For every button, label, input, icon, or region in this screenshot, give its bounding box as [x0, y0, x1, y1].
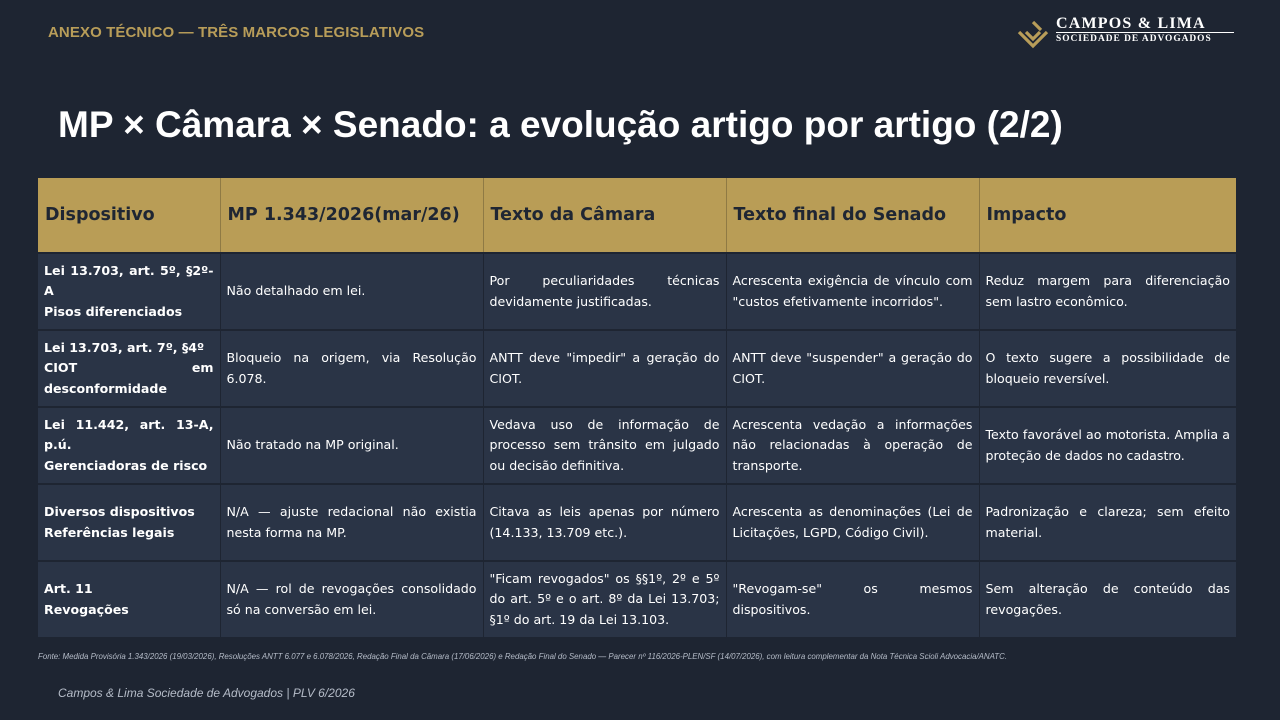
cell-camara: "Ficam revogados" os §§1º, 2º e 5º do art. 5º e o art. 8º da Lei 13.703; §1º do art. 19 da Lei 13.103.	[483, 561, 726, 637]
firm-logo	[1016, 16, 1236, 56]
dispositivo-reference: Lei 13.703, art. 5º, §2º-A	[44, 262, 214, 299]
cell-senado: Acrescenta as denominações (Lei de Licitações, LGPD, Código Civil).	[726, 484, 979, 561]
dispositivo-topic: Referências legais	[44, 524, 175, 540]
table-row	[38, 253, 1236, 330]
dispositivo-topic: CIOT em desconformidade	[44, 360, 214, 396]
table-row	[38, 484, 1236, 561]
cell-impacto: Padronização e clareza; sem efeito material.	[979, 484, 1236, 561]
column-header-senado: Texto final do Senado	[726, 178, 979, 253]
dispositivo-reference: Diversos dispositivos	[44, 504, 195, 519]
cell-dispositivo	[38, 484, 220, 561]
cell-mp: N/A — ajuste redacional não existia nesta forma na MP.	[220, 484, 483, 561]
table-row	[38, 561, 1236, 637]
logo-divider	[1056, 32, 1234, 33]
dispositivo-topic: Pisos diferenciados	[44, 303, 183, 319]
logo-firm-subtitle: SOCIEDADE DE ADVOGADOS	[1056, 34, 1212, 44]
dispositivo-topic: Gerenciadoras de risco	[44, 457, 208, 473]
cell-mp: Bloqueio na origem, via Resolução 6.078.	[220, 330, 483, 407]
cell-dispositivo	[38, 407, 220, 484]
cell-senado: Acrescenta exigência de vínculo com "custos efetivamente incorridos".	[726, 253, 979, 330]
section-kicker: ANEXO TÉCNICO — TRÊS MARCOS LEGISLATIVOS	[48, 24, 425, 41]
dispositivo-reference: Lei 13.703, art. 7º, §4º	[44, 339, 205, 355]
slide-footer: Campos & Lima Sociedade de Advogados | PLV 6/2026	[58, 686, 355, 700]
column-header-camara: Texto da Câmara	[483, 178, 726, 253]
column-header-impacto: Impacto	[979, 178, 1236, 253]
comparison-table	[38, 178, 1236, 637]
cell-camara: Citava as leis apenas por número (14.133, 13.709 etc.).	[483, 484, 726, 561]
cell-impacto: Sem alteração de conteúdo das revogações.	[979, 561, 1236, 637]
table-row	[38, 407, 1236, 484]
cell-dispositivo	[38, 330, 220, 407]
slide-title: MP × Câmara × Senado: a evolução artigo por artigo (2/2)	[58, 104, 1063, 145]
chevron-diamond-icon	[1016, 18, 1052, 54]
cell-impacto: Reduz margem para diferenciação sem lastro econômico.	[979, 253, 1236, 330]
dispositivo-topic: Revogações	[44, 601, 129, 617]
cell-impacto: Texto favorável ao motorista. Amplia a proteção de dados no cadastro.	[979, 407, 1236, 484]
cell-camara: Por peculiaridades técnicas devidamente justificadas.	[483, 253, 726, 330]
table-row	[38, 330, 1236, 407]
cell-dispositivo	[38, 253, 220, 330]
cell-dispositivo	[38, 561, 220, 637]
column-header-mp: MP 1.343/2026(mar/26)	[220, 178, 483, 253]
cell-senado: Acrescenta vedação a informações não relacionadas à operação de transporte.	[726, 407, 979, 484]
column-header-dispositivo: Dispositivo	[38, 178, 220, 253]
cell-senado: ANTT deve "suspender" a geração do CIOT.	[726, 330, 979, 407]
cell-senado: "Revogam-se" os mesmos dispositivos.	[726, 561, 979, 637]
logo-firm-name: CAMPOS & LIMA	[1056, 15, 1206, 32]
dispositivo-reference: Lei 11.442, art. 13-A, p.ú.	[44, 416, 214, 453]
cell-impacto: O texto sugere a possibilidade de bloqueio reversível.	[979, 330, 1236, 407]
table-header-row	[38, 178, 1236, 253]
cell-camara: ANTT deve "impedir" a geração do CIOT.	[483, 330, 726, 407]
source-note: Fonte: Medida Provisória 1.343/2026 (19/03/2026), Resoluções ANTT 6.077 e 6.078/2026, Redação Final da Câmara (17/06/2026) e Redação Final do Senado — Parecer nº 116/2026-PLEN/SF (14/07/2026), com leitura complementar da Nota Técnica Scioli Advocacia/ANATC.	[38, 652, 1008, 661]
cell-camara: Vedava uso de informação de processo sem trânsito em julgado ou decisão definitiva.	[483, 407, 726, 484]
dispositivo-reference: Art. 11	[44, 581, 93, 596]
cell-mp: N/A — rol de revogações consolidado só na conversão em lei.	[220, 561, 483, 637]
cell-mp: Não detalhado em lei.	[220, 253, 483, 330]
cell-mp: Não tratado na MP original.	[220, 407, 483, 484]
